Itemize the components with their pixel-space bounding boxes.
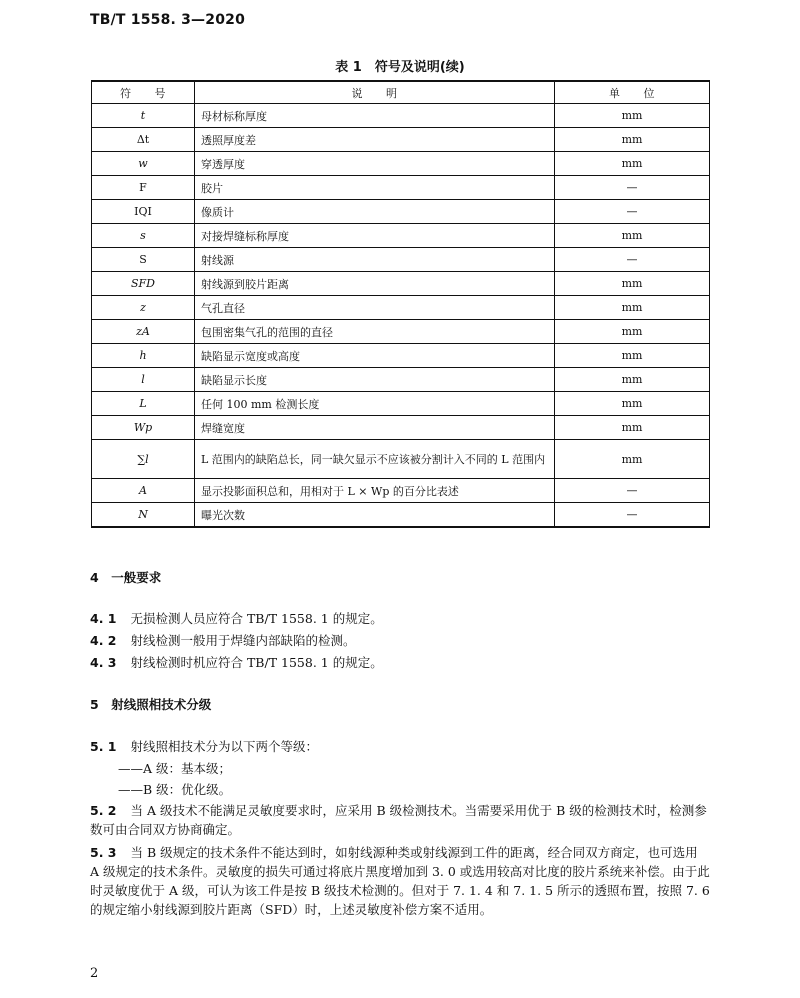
unit-cell: mm: [555, 296, 710, 320]
header-unit: 单 位: [555, 81, 710, 104]
description-cell: 缺陷显示宽度或高度: [195, 344, 555, 368]
table-row: [92, 416, 710, 440]
symbol-cell: Δt: [92, 128, 195, 152]
table-row: [92, 296, 710, 320]
clause-5-2: [90, 801, 710, 839]
unit-cell: —: [555, 248, 710, 272]
table-row: [92, 200, 710, 224]
unit-cell: —: [555, 176, 710, 200]
table-row: [92, 176, 710, 200]
symbol-cell: N: [92, 503, 195, 528]
symbols-table: [91, 80, 710, 528]
unit-cell: mm: [555, 320, 710, 344]
table-row: [92, 104, 710, 128]
clause-number: 5. 1: [90, 739, 117, 754]
clause-number: 4. 3: [90, 655, 117, 670]
table-row: [92, 344, 710, 368]
unit-cell: —: [555, 479, 710, 503]
header-symbol: 符 号: [92, 81, 195, 104]
clause-text: 射线照相技术分为以下两个等级：: [130, 739, 319, 754]
clause-5-1: [90, 737, 710, 756]
table-row: [92, 320, 710, 344]
symbol-cell: l: [92, 368, 195, 392]
unit-cell: mm: [555, 152, 710, 176]
table-row: [92, 440, 710, 479]
section-4-heading: 4 一般要求: [90, 570, 162, 585]
unit-cell: mm: [555, 416, 710, 440]
page-number: 2: [90, 966, 99, 981]
document-code: TB/T 1558. 3—2020: [90, 12, 246, 28]
table-row: [92, 392, 710, 416]
symbol-cell: h: [92, 344, 195, 368]
description-cell: 射线源到胶片距离: [195, 272, 555, 296]
description-cell: 包围密集气孔的范围的直径: [195, 320, 555, 344]
clause-number: 5. 2: [90, 803, 117, 818]
description-cell: 气孔直径: [195, 296, 555, 320]
unit-cell: mm: [555, 440, 710, 479]
unit-cell: mm: [555, 272, 710, 296]
symbol-cell: s: [92, 224, 195, 248]
clause-number: 4. 2: [90, 633, 117, 648]
table-row: [92, 152, 710, 176]
symbol-cell: S: [92, 248, 195, 272]
clause-text: 无损检测人员应符合 TB/T 1558. 1 的规定。: [130, 611, 383, 626]
description-cell: 对接焊缝标称厚度: [195, 224, 555, 248]
symbol-cell: SFD: [92, 272, 195, 296]
unit-cell: mm: [555, 392, 710, 416]
description-cell: 母材标称厚度: [195, 104, 555, 128]
unit-cell: —: [555, 503, 710, 528]
unit-cell: mm: [555, 224, 710, 248]
table-row: [92, 248, 710, 272]
symbol-cell: z: [92, 296, 195, 320]
table-header-row: [92, 81, 710, 104]
table-title: 表 1 符号及说明(续): [335, 60, 465, 75]
description-cell: 曝光次数: [195, 503, 555, 528]
clause-text: 射线检测时机应符合 TB/T 1558. 1 的规定。: [130, 655, 383, 670]
list-item: ——A 级：基本级；: [118, 761, 232, 776]
unit-cell: mm: [555, 128, 710, 152]
unit-cell: mm: [555, 344, 710, 368]
clause-text: 当 A 级技术不能满足灵敏度要求时，应采用 B 级检测技术。当需要采用优于 B 级的检测技术时，检测参数可由合同双方协商确定。: [90, 803, 707, 837]
description-cell: 穿透厚度: [195, 152, 555, 176]
section-5-heading: 5 射线照相技术分级: [90, 697, 212, 712]
unit-cell: mm: [555, 368, 710, 392]
description-cell: 焊缝宽度: [195, 416, 555, 440]
description-cell: L 范围内的缺陷总长，同一缺欠显示不应该被分割计入不同的 L 范围内: [195, 440, 555, 479]
symbol-cell: A: [92, 479, 195, 503]
description-cell: 任何 100 mm 检测长度: [195, 392, 555, 416]
table-row: [92, 479, 710, 503]
symbol-cell: F: [92, 176, 195, 200]
table-row: [92, 503, 710, 528]
clause-number: 5. 3: [90, 845, 117, 860]
table-row: [92, 272, 710, 296]
symbol-cell: Wp: [92, 416, 195, 440]
table-row: [92, 128, 710, 152]
clause-4-2: [90, 631, 710, 650]
table-row: [92, 368, 710, 392]
symbol-cell: t: [92, 104, 195, 128]
list-item: ——B 级：优化级。: [118, 782, 232, 797]
symbol-cell: L: [92, 392, 195, 416]
description-cell: 缺陷显示长度: [195, 368, 555, 392]
clause-text: 当 B 级规定的技术条件不能达到时，如射线源种类或射线源到工件的距离，经合同双方商定，也可选用 A 级规定的技术条件。灵敏度的损失可通过将底片黑度增加到 3. 0 或选用较高对比度的胶片系统来补偿。由于此时灵敏度优于 A 级，可认为该工件是按 B 级技术检测的。但对于 7. 1. 4 和 7. 1. 5 所示的透照布置，按照 7. 6 的规定缩小射线源到胶片距离（SFD）时，上述灵敏度补偿方案不适用。: [90, 845, 710, 917]
description-cell: 射线源: [195, 248, 555, 272]
description-cell: 显示投影面积总和，用相对于 L × Wp 的百分比表述: [195, 479, 555, 503]
symbol-cell: zA: [92, 320, 195, 344]
table-row: [92, 224, 710, 248]
description-cell: 像质计: [195, 200, 555, 224]
unit-cell: mm: [555, 104, 710, 128]
unit-cell: —: [555, 200, 710, 224]
description-cell: 胶片: [195, 176, 555, 200]
clause-number: 4. 1: [90, 611, 117, 626]
clause-5-3: [90, 843, 710, 919]
description-cell: 透照厚度差: [195, 128, 555, 152]
clause-4-1: [90, 609, 710, 628]
clause-4-3: [90, 653, 710, 672]
clause-text: 射线检测一般用于焊缝内部缺陷的检测。: [130, 633, 356, 648]
header-description: 说 明: [195, 81, 555, 104]
symbol-cell: IQI: [92, 200, 195, 224]
symbol-cell: w: [92, 152, 195, 176]
symbol-cell: ∑l: [92, 440, 195, 479]
